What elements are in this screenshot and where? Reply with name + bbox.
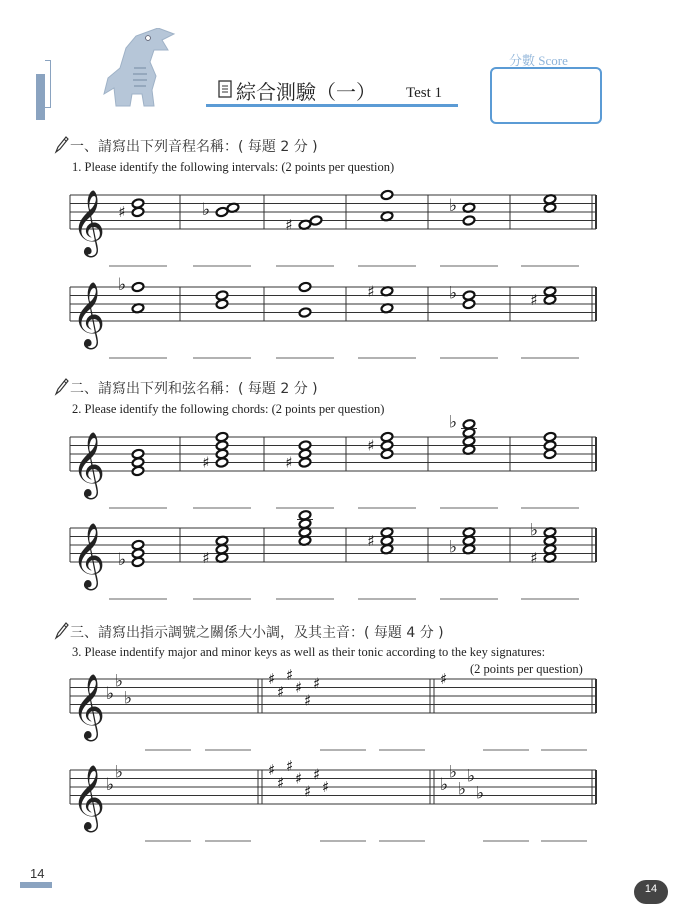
note-group-1: [132, 449, 145, 476]
whole-note: [216, 290, 229, 300]
note-group-4: [367, 527, 393, 554]
note-group-3: [285, 440, 311, 471]
section-3-instruction: 3. Please indentify major and minor keys as well as their tonic according to the key signatures:: [72, 645, 546, 659]
note-group-5: [449, 527, 475, 557]
flat-icon: ♭: [115, 671, 124, 692]
whole-note: [544, 286, 557, 296]
sharp-icon: ♯: [277, 682, 285, 701]
flat-icon: ♭: [467, 766, 476, 787]
sharp-icon: ♯: [286, 665, 294, 684]
sharp-icon: ♯: [367, 531, 375, 550]
staff-chords-row-2: [0, 513, 684, 613]
note-group-1: [118, 198, 144, 221]
sharp-icon: ♯: [295, 678, 303, 697]
treble-clef-icon: 𝄞: [72, 432, 106, 497]
whole-note: [381, 190, 394, 200]
whole-note: [132, 198, 145, 208]
flat-icon: ♭: [440, 775, 449, 795]
whole-note: [227, 203, 240, 213]
title-underline: [206, 104, 458, 107]
whole-note: [463, 419, 476, 429]
key-signature-3: [440, 670, 447, 688]
intervals-row-1-lines: [70, 195, 596, 229]
treble-clef-icon: 𝄞: [72, 190, 106, 255]
sharp-icon: ♯: [286, 756, 294, 775]
whole-note: [463, 290, 476, 300]
sharp-icon: ♯: [322, 778, 330, 796]
staff-keys-row-1: [0, 664, 684, 764]
note-group-6: [544, 432, 557, 459]
score-box[interactable]: [490, 67, 602, 124]
flat-icon: ♭: [448, 283, 458, 304]
key-signature-3: [440, 762, 484, 803]
whole-note: [544, 432, 557, 442]
whole-note: [132, 282, 145, 292]
chords-row-1-lines: [70, 437, 596, 471]
crocodile-mascot-illustration: [96, 28, 178, 108]
page-title-english: Test 1: [406, 85, 443, 101]
sharp-icon: ♯: [295, 769, 303, 788]
sharp-icon: ♯: [268, 670, 276, 688]
flat-icon: ♭: [448, 412, 458, 433]
flat-icon: ♭: [458, 779, 467, 800]
key-signature-1: [106, 762, 123, 795]
flat-icon: ♭: [529, 520, 539, 541]
sharp-icon: ♯: [440, 670, 448, 688]
flat-icon: ♭: [124, 688, 133, 709]
page-number-bar: [20, 882, 52, 888]
note-group-1: [118, 540, 144, 570]
note-group-6: [530, 286, 556, 309]
key-signature-1: [106, 671, 132, 708]
section-3-points-note: (2 points per question): [470, 662, 583, 676]
staff-chords-row-1: [0, 412, 684, 522]
note-group-5: [449, 196, 475, 226]
left-side-bar-outline: [45, 60, 51, 108]
note-group-3: [299, 282, 312, 318]
whole-note: [299, 282, 312, 292]
treble-clef-icon: 𝄞: [72, 674, 106, 739]
note-group-4: [381, 190, 394, 222]
flat-icon: ♭: [201, 200, 211, 220]
sharp-icon: ♯: [285, 215, 293, 234]
whole-note: [463, 215, 476, 225]
flat-icon: ♭: [476, 783, 485, 804]
whole-note: [299, 440, 312, 450]
note-group-2: [202, 432, 228, 472]
intervals-row-2-lines: [70, 287, 596, 321]
sharp-icon: ♯: [285, 453, 293, 472]
score-label: 分數 Score: [509, 53, 568, 68]
pencil-icon: [53, 621, 69, 641]
whole-note: [216, 432, 229, 442]
note-group-2: [216, 290, 229, 309]
whole-note: [544, 194, 557, 204]
section-3-title: 三、請寫出指示調號之關係大小調，及其主音：( 每題 4 分 ): [70, 625, 444, 641]
flat-icon: ♭: [448, 195, 458, 216]
treble-clef-icon: 𝄞: [72, 765, 106, 830]
keys-row-2-lines: [70, 770, 596, 804]
section-1-instruction: 1. Please identify the following intervals: (2 points per question): [72, 160, 395, 174]
sharp-icon: ♯: [268, 761, 276, 779]
section-1-title: 一、請寫出下列音程名稱：( 每題 2 分 ): [70, 139, 318, 155]
chords-row-2-lines: [70, 528, 596, 562]
note-group-6: [530, 520, 556, 567]
flat-icon: ♭: [117, 550, 127, 570]
section-2-title: 二、請寫出下列和弦名稱：( 每題 2 分 ): [70, 381, 318, 397]
flat-icon: ♭: [106, 775, 115, 795]
sharp-icon: ♯: [277, 773, 285, 792]
key-signature-2: [268, 757, 329, 801]
note-group-3: [285, 215, 322, 233]
sharp-icon: ♯: [313, 674, 321, 693]
whole-note: [132, 449, 145, 459]
note-group-1: [118, 275, 144, 313]
treble-clef-icon: 𝄞: [72, 523, 106, 588]
sharp-icon: ♯: [530, 290, 538, 309]
sharp-icon: ♯: [530, 548, 538, 567]
staff-intervals-row-2: [0, 272, 684, 372]
page-title: 綜合測驗（一）: [236, 80, 376, 104]
sharp-icon: ♯: [202, 453, 210, 472]
note-group-5: [449, 412, 477, 455]
page-number: 14: [30, 866, 45, 881]
whole-note: [544, 527, 557, 537]
sharp-icon: ♯: [313, 765, 321, 784]
flat-icon: ♭: [449, 762, 458, 783]
sharp-icon: ♯: [304, 691, 312, 710]
treble-clef-icon: 𝄞: [72, 282, 106, 347]
document-icon: [218, 80, 232, 98]
whole-note: [381, 211, 394, 221]
keys-row-1-lines: [70, 679, 596, 713]
whole-note: [310, 215, 323, 225]
whole-note: [463, 203, 476, 213]
whole-note: [216, 536, 229, 546]
section-2-instruction: 2. Please identify the following chords: (2 points per question): [72, 402, 385, 416]
sharp-icon: ♯: [118, 203, 126, 221]
sharp-icon: ♯: [367, 282, 375, 301]
whole-note: [381, 286, 394, 296]
whole-note: [463, 527, 476, 537]
whole-note: [381, 432, 394, 442]
pencil-icon: [53, 377, 69, 397]
whole-note: [381, 303, 394, 313]
corner-page-badge: [634, 880, 668, 904]
staff-intervals-row-1: [0, 180, 684, 280]
flat-icon: ♭: [115, 762, 124, 783]
flat-icon: ♭: [448, 537, 458, 558]
whole-note: [299, 307, 312, 317]
sharp-icon: ♯: [367, 436, 375, 455]
whole-note: [132, 303, 145, 313]
corner-page-badge-text: 14: [644, 883, 658, 895]
note-group-6: [544, 194, 557, 213]
staff-keys-row-2: [0, 755, 684, 855]
left-side-bar: [36, 74, 45, 120]
flat-icon: ♭: [106, 684, 115, 704]
whole-note: [132, 540, 145, 550]
pencil-icon: [53, 135, 69, 155]
sharp-icon: ♯: [202, 548, 210, 567]
whole-note: [381, 527, 394, 537]
flat-icon: ♭: [117, 275, 127, 295]
sharp-icon: ♯: [304, 782, 312, 801]
